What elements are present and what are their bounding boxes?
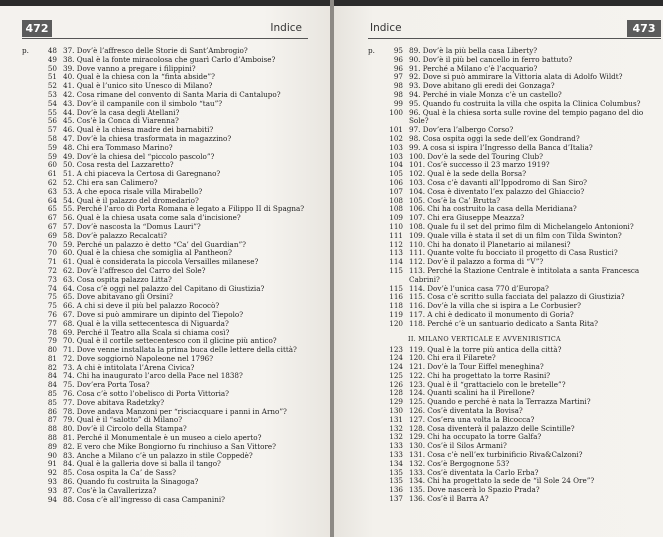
entry-page-number: 74	[47, 283, 57, 293]
entry-page-number: 82	[47, 362, 57, 372]
entry-page-number: 97	[393, 72, 403, 82]
entry-page-number: 52	[47, 81, 57, 91]
entry-page-number: 101	[389, 125, 403, 135]
entry-page-number: 80	[47, 345, 57, 355]
entry-question: 57. Dov’è nascosta la “Domus Lauri”?	[63, 221, 201, 231]
entry-question: 118. Perché c’è un santuario dedicato a Santa Rita?	[409, 318, 598, 328]
entry-question: 40. Qual è la chiesa con la “finta abside”?	[63, 72, 215, 82]
entry-question: 62. Dov’è l’affresco del Carro del Sole?	[63, 265, 206, 275]
index-list	[368, 47, 658, 504]
entry-page-number: 62	[47, 177, 57, 187]
entry-page-number: 133	[389, 441, 403, 451]
entry-question: 129. Chi ha occupato la torre Galfa?	[409, 432, 542, 442]
entry-question: 117. A chi è dedicato il monumento di Goria?	[409, 309, 574, 319]
entry-page-number: 77	[47, 318, 57, 328]
entry-question: 134. Chi ha progettato la sede de “il Sole 24 Ore”?	[409, 476, 595, 486]
entry-page-number: 110	[389, 221, 403, 231]
entry-page-number: 103	[389, 142, 403, 152]
header-rule	[22, 38, 308, 39]
entry-question: 54. Qual è il palazzo del dromedario?	[63, 195, 199, 205]
entry-question: 44. Dov’è la casa degli Atellani?	[63, 107, 180, 117]
entry-page-number: 135	[389, 467, 403, 477]
entry-question: 106. Chi ha costruito la casa della Meridiana?	[409, 204, 577, 214]
entry-question: 48. Chi era Tommaso Marino?	[63, 142, 173, 152]
entry-question: 113. Perché la Stazione Centrale è intitolata a santa Francesca Cabrini?	[409, 265, 640, 284]
entry-page-number: 108	[389, 195, 403, 205]
entry-page-number: 109	[389, 213, 403, 223]
entry-page-number: 120	[389, 318, 403, 328]
entry-question: 116. Dov’è la villa che si ispira a Le Corbusier?	[409, 301, 581, 311]
entry-page-number: 95	[393, 46, 403, 55]
entry-question: 95. Quando fu costruita la villa che ospita la Clinica Columbus?	[409, 98, 641, 108]
entry-question: 79. Qual è il “salotto” di Milano?	[63, 415, 183, 425]
entry-question: 71. Dove venne installata la prima buca delle lettere della città?	[63, 345, 297, 355]
entry-page-number: 111	[389, 230, 403, 240]
index-entry	[368, 109, 658, 127]
entry-page-number: 105	[389, 169, 403, 179]
entry-page-number: 119	[389, 309, 403, 319]
entry-page-number: 115	[389, 265, 403, 275]
entry-page-number: 133	[389, 450, 403, 460]
entry-question: 131. Cosa c’è nell’ex turbinificio Riva&Calzoni?	[409, 450, 583, 460]
entry-question: 47. Dov’è la chiesa trasformata in magazzino?	[63, 133, 232, 143]
entry-question: 100. Dov’è la sede del Touring Club?	[409, 151, 543, 161]
entry-page-number: 85	[47, 389, 57, 399]
index-entry	[368, 267, 658, 285]
entry-question: 101. Cos’è successo il 23 marzo 1919?	[409, 160, 550, 170]
entry-page-number: 99	[393, 98, 403, 108]
entry-page-number: 86	[47, 406, 57, 416]
entry-page-number: 70	[47, 239, 57, 249]
page-number-tab: 472	[22, 20, 52, 37]
entry-question: 111. Quante volte fu bocciato il progetto di Casa Rustici?	[409, 248, 618, 258]
entry-page-number: 87	[47, 415, 57, 425]
entry-question: 124. Quanti scalini ha il Pirellone?	[409, 388, 535, 398]
index-entry	[368, 495, 658, 504]
entry-page-number: 124	[389, 362, 403, 372]
entry-question: 119. Qual è la torre più antica della città?	[409, 344, 562, 354]
entry-page-number: 130	[389, 406, 403, 416]
entry-question: 69. Perché il Teatro alla Scala si chiama così?	[63, 327, 230, 337]
section-heading: II. MILANO VERTICALE E AVVENIRISTICA	[408, 334, 561, 343]
entry-question: 46. Qual è la chiesa madre dei barnabiti?	[63, 125, 214, 135]
entry-question: 84. Qual è la galleria dove si balla il tango?	[63, 459, 221, 469]
entry-page-number: 48	[47, 46, 57, 55]
entry-page-number: 60	[47, 160, 57, 170]
entry-question: 51. A chi piaceva la Certosa di Garegnano?	[63, 169, 221, 179]
entry-page-number: 136	[389, 485, 403, 495]
entry-page-number: 76	[47, 309, 57, 319]
entry-page-number: 85	[47, 397, 57, 407]
entry-page-number: 53	[47, 89, 57, 99]
entry-question: 56. Qual è la chiesa usata come sala d’incisione?	[63, 213, 241, 223]
entry-question: 87. Cos’è la Cavallerizza?	[63, 485, 157, 495]
entry-page-number: 108	[389, 204, 403, 214]
entry-question: 74. Chi ha inaugurato l’arco della Pace nel 1838?	[63, 371, 243, 381]
entry-page-number: 100	[389, 107, 403, 117]
entry-question: 64. Cosa c’è oggi nel palazzo del Capitano di Giustizia?	[63, 283, 265, 293]
entry-page-number: 55	[47, 107, 57, 117]
entry-question: 68. Qual è la villa settecentesca di Niguarda?	[63, 318, 229, 328]
entry-page-number: 114	[389, 257, 403, 267]
entry-page-number: 134	[389, 458, 403, 468]
entry-question: 120. Chi era il Filarete?	[409, 353, 496, 363]
entry-question: 98. Cosa ospita oggi la sede dell’ex Gondrand?	[409, 133, 580, 143]
entry-question: 92. Dove si può ammirare la Vittoria alata di Adolfo Wildt?	[409, 72, 623, 82]
entry-page-number: 70	[47, 248, 57, 258]
entry-question: 63. Cosa ospita palazzo Litta?	[63, 274, 172, 284]
entry-page-number: 71	[47, 257, 57, 267]
entry-question: 77. Dove abitava Radetzky?	[63, 397, 165, 407]
entry-question: 78. Dove andava Manzoni per “risciacquare i panni in Arno”?	[63, 406, 287, 416]
entry-question: 127. Cos’era una volta la Bicocca?	[409, 414, 535, 424]
entry-question: 75. Dov’era Porta Tosa?	[63, 380, 150, 390]
entry-page-number: 129	[389, 397, 403, 407]
entry-page-number: 56	[47, 116, 57, 126]
entry-page-number: 79	[47, 336, 57, 346]
entry-question: 136. Cos’è il Barra A?	[409, 494, 489, 504]
entry-question: 128. Cosa diventerà il palazzo delle Scintille?	[409, 423, 575, 433]
entry-question: 81. Perché il Monumentale è un museo a cielo aperto?	[63, 433, 262, 443]
entry-question: 112. Dov’è il palazzo a forma di “V”?	[409, 257, 544, 267]
entry-question: 60. Qual è la chiesa che somiglia al Pantheon?	[63, 248, 232, 258]
entry-page-number: 65	[47, 204, 57, 214]
entry-question: 89. Dov’è la più bella casa Liberty?	[409, 46, 538, 55]
index-entry	[22, 496, 308, 505]
entry-question: 83. Anche a Milano c’è un palazzo in stile Coppedè?	[63, 450, 253, 460]
entry-page-number: 125	[389, 370, 403, 380]
entry-page-number: 91	[47, 459, 57, 469]
entry-question: 52. Chi era san Calimero?	[63, 177, 158, 187]
entry-page-number: 88	[47, 424, 57, 434]
entry-question: 102. Qual è la sede della Borsa?	[409, 169, 527, 179]
entry-question: 50. Cosa resta del Lazzaretto?	[63, 160, 174, 170]
entry-question: 61. Qual è considerata la piccola Versailles milanese?	[63, 257, 259, 267]
entry-question: 125. Quando e perché è nata la Terrazza Martini?	[409, 397, 591, 407]
entry-page-number: 96	[393, 63, 403, 73]
entry-question: 45. Cos’è la Conca di Viarenna?	[63, 116, 179, 126]
entry-page-number: 132	[389, 432, 403, 442]
entry-page-number: 128	[389, 388, 403, 398]
entry-question: 65. Dove abitavano gli Orsini?	[63, 292, 173, 302]
entry-question: 99. A cosa si ispira l’Ingresso della Banca d’Italia?	[409, 142, 593, 152]
entry-page-number: 132	[389, 423, 403, 433]
entry-page-number: 116	[389, 292, 403, 302]
entry-page-number: 94	[47, 494, 57, 504]
entry-page-number: 75	[47, 292, 57, 302]
index-list	[22, 47, 308, 504]
entry-page-number: 113	[389, 248, 403, 258]
entry-page-number: 72	[47, 265, 57, 275]
entry-page-number: 103	[389, 151, 403, 161]
entry-question: 86. Quando fu costruita la Sinagoga?	[63, 477, 199, 487]
page-number-tab: 473	[627, 20, 661, 37]
entry-question: 96. Qual è la chiesa sorta sulle rovine del tempio pagano del dio Sole?	[409, 107, 644, 126]
entry-page-number: 106	[389, 177, 403, 187]
entry-question: 53. A che epoca risale villa Mirabello?	[63, 186, 203, 196]
entry-question: 122. Chi ha progettato la torre Rasini?	[409, 370, 551, 380]
entry-page-number: 59	[47, 151, 57, 161]
entry-question: 132. Cos’è Bergognone 53?	[409, 458, 510, 468]
entry-page-number: 59	[47, 142, 57, 152]
entry-question: 55. Perché l’arco di Porta Romana è legato a Filippo II di Spagna?	[63, 204, 305, 214]
entry-page-number: 49	[47, 54, 57, 64]
entry-question: 39. Dove vanno a pregare i filippini?	[63, 63, 196, 73]
entry-question: 110. Chi ha donato il Planetario ai milanesi?	[409, 239, 571, 249]
entry-page-number: 115	[389, 283, 403, 293]
entry-question: 73. A chi è intitolata l’Arena Civica?	[63, 362, 195, 372]
entry-page-number: 61	[47, 169, 57, 179]
entry-question: 80. Dov’è il Circolo della Stampa?	[63, 424, 187, 434]
left-page	[0, 6, 330, 537]
entry-page-number: 69	[47, 230, 57, 240]
entry-question: 121. Dov’è la Tour Eiffel meneghina?	[409, 362, 544, 372]
entry-page-number: 137	[389, 494, 403, 504]
entry-page-number: 123	[389, 344, 403, 354]
entry-question: 105. Cos’è la Ca’ Brutta?	[409, 195, 501, 205]
entry-page-number: 135	[389, 476, 403, 486]
index-group	[368, 47, 658, 329]
entry-question: 66. A chi si deve il più bel palazzo Rococò?	[63, 301, 220, 311]
entry-page-number: 98	[393, 89, 403, 99]
entry-question: 94. Perché in viale Monza c’è un castello?	[409, 89, 562, 99]
entry-page-number: 126	[389, 379, 403, 389]
entry-page-number: 84	[47, 380, 57, 390]
entry-page-number: 88	[47, 433, 57, 443]
entry-page-number: 124	[389, 353, 403, 363]
entry-page-number: 67	[47, 221, 57, 231]
entry-question: 70. Qual è il cortile settecentesco con il glicine più antico?	[63, 336, 277, 346]
entry-page-number: 50	[47, 63, 57, 73]
entry-page-number: 92	[47, 468, 57, 478]
entry-page-number: 104	[389, 160, 403, 170]
entry-page-number: 58	[47, 133, 57, 143]
entry-page-number: 78	[47, 327, 57, 337]
right-page	[334, 6, 663, 537]
entry-page-number: 81	[47, 353, 57, 363]
entry-question: 67. Dove si può ammirare un dipinto del Tiepolo?	[63, 309, 244, 319]
entry-question: 91. Perché a Milano c’è l’acquario?	[409, 63, 538, 73]
running-header: Indice	[370, 22, 402, 34]
entry-question: 97. Dov’era l’albergo Corso?	[409, 125, 514, 135]
entry-question: 90. Dov’è il più bel cancello in ferro battuto?	[409, 54, 573, 64]
entry-question: 41. Qual è l’unico sito Unesco di Milano?	[63, 81, 213, 91]
entry-question: 104. Cosa è diventato l’ex palazzo del Ghiaccio?	[409, 186, 585, 196]
entry-question: 115. Cosa c’è scritto sulla facciata del palazzo di Giustizia?	[409, 292, 625, 302]
entry-page-number: 64	[47, 195, 57, 205]
entry-page-number: 75	[47, 301, 57, 311]
entry-question: 72. Dove soggiornò Napoleone nel 1796?	[63, 353, 214, 363]
entry-page-number: 93	[47, 485, 57, 495]
entry-page-number: 51	[47, 72, 57, 82]
entry-question: 109. Quale villa è stata il set di un film con Tilda Swinton?	[409, 230, 622, 240]
entry-question: 123. Qual è il “grattacielo con le bretelle”?	[409, 379, 566, 389]
entry-question: 88. Cosa c’è all’ingresso di casa Campanini?	[63, 494, 225, 504]
entry-page-number: 89	[47, 441, 57, 451]
entry-question: 42. Cosa rimane del convento di Santa Maria di Cantalupo?	[63, 89, 281, 99]
page-prefix: p.	[368, 46, 375, 55]
entry-question: 114. Dov’è l’unica casa 770 d’Europa?	[409, 283, 549, 293]
entry-page-number: 67	[47, 213, 57, 223]
entry-question: 126. Cos’è diventata la Bovisa?	[409, 406, 523, 416]
entry-page-number: 84	[47, 371, 57, 381]
entry-question: 93. Dove abitano gli eredi dei Gonzaga?	[409, 81, 555, 91]
entry-page-number: 118	[389, 301, 403, 311]
entry-page-number: 131	[389, 414, 403, 424]
entry-page-number: 107	[389, 186, 403, 196]
index-entry	[368, 320, 658, 329]
entry-page-number: 93	[47, 477, 57, 487]
entry-question: 43. Dov’è il campanile con il simbolo “tau”?	[63, 98, 223, 108]
entry-page-number: 112	[389, 239, 403, 249]
header-rule	[368, 38, 661, 39]
index-group	[368, 346, 658, 504]
entry-page-number: 54	[47, 98, 57, 108]
running-header: Indice	[270, 22, 302, 34]
entry-question: 130. Cos’è il Silos Armani?	[409, 441, 507, 451]
entry-question: 107. Chi era Giuseppe Meazza?	[409, 213, 525, 223]
entry-question: 85. Cosa ospita la Ca’ de Sass?	[63, 468, 176, 478]
entry-question: 59. Perché un palazzo è detto “Ca’ del Guardian”?	[63, 239, 246, 249]
entry-page-number: 96	[393, 54, 403, 64]
entry-page-number: 98	[393, 81, 403, 91]
entry-question: 103. Cosa c’è davanti all’Ippodromo di San Siro?	[409, 177, 588, 187]
entry-question: 82. E vero che Mike Bongiorno fu rinchiuso a San Vittore?	[63, 441, 277, 451]
entry-page-number: 57	[47, 125, 57, 135]
entry-question: 133. Cos’è diventata la Carlo Erba?	[409, 467, 539, 477]
entry-page-number: 63	[47, 186, 57, 196]
entry-page-number: 102	[389, 133, 403, 143]
entry-question: 58. Dov’è palazzo Recalcati?	[63, 230, 167, 240]
entry-question: 108. Quale fu il set del primo film di Michelangelo Antonioni?	[409, 221, 634, 231]
entry-question: 76. Cosa c’è sotto l’obelisco di Porta Vittoria?	[63, 389, 230, 399]
entry-question: 37. Dov’è l’affresco delle Storie di Sant’Ambrogio?	[63, 46, 248, 55]
entry-question: 38. Qual è la fonte miracolosa che guarì Carlo d’Amboise?	[63, 54, 276, 64]
page-prefix: p.	[22, 46, 29, 55]
entry-question: 135. Dove nascerà lo Spazio Prada?	[409, 485, 540, 495]
entry-page-number: 73	[47, 274, 57, 284]
entry-page-number: 90	[47, 450, 57, 460]
entry-question: 49. Dov’è la chiesa del “piccolo pascolo”?	[63, 151, 215, 161]
